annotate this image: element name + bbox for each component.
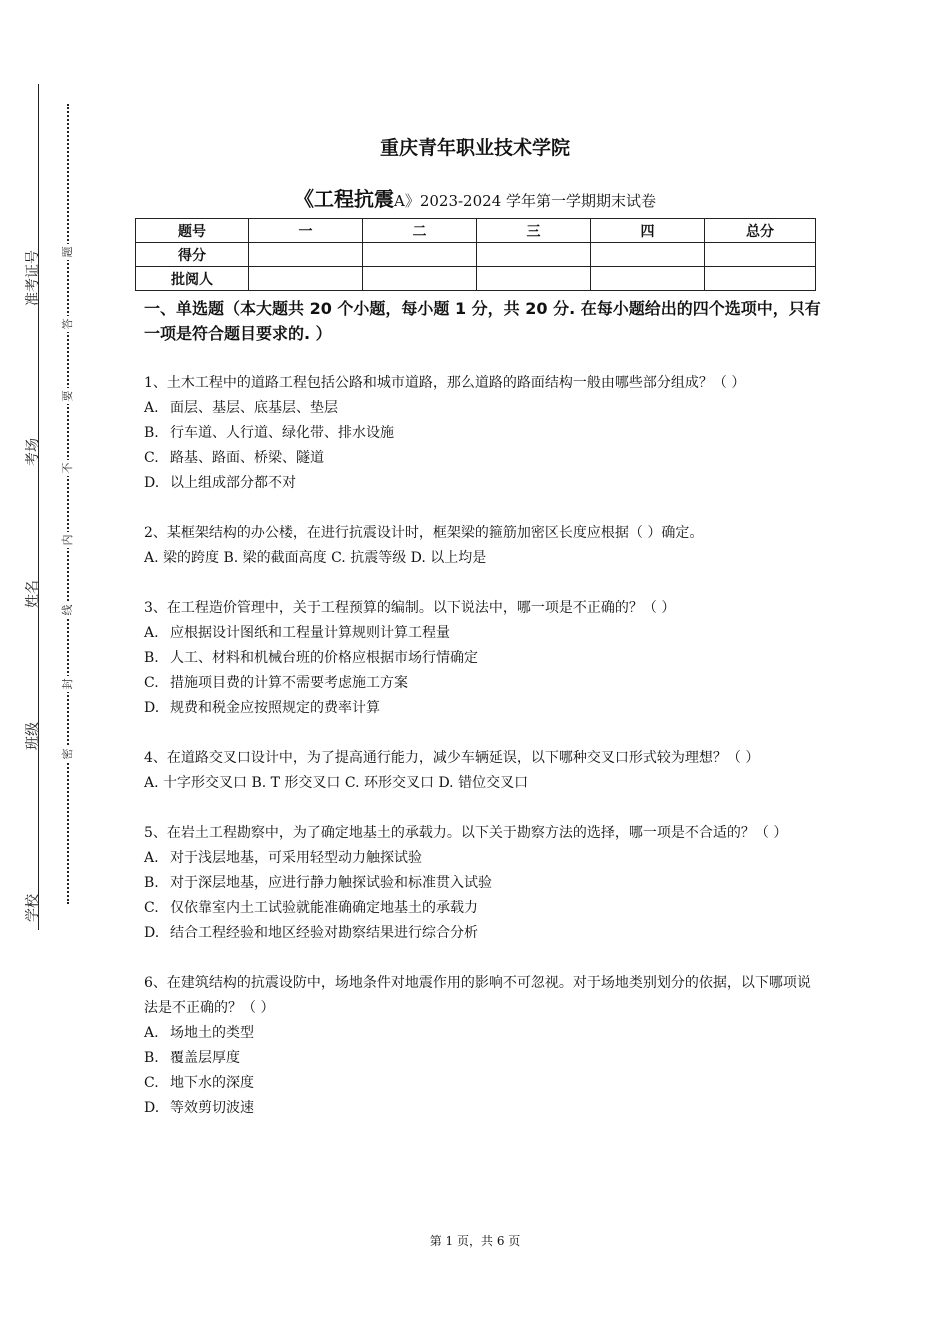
question-2	[144, 521, 824, 571]
question-3	[144, 596, 824, 721]
score-cell	[477, 243, 591, 267]
score-header-cell: 题号	[136, 219, 249, 243]
score-cell	[249, 267, 363, 291]
section-title: 一、单选题（本大题共 20 个小题，每小题 1 分，共 20 分. 在每小题给出的四个选项中，只有一项是符合题目要求的. ）	[144, 299, 821, 343]
question-stem: 6、在建筑结构的抗震设防中，场地条件对地震作用的影响不可忽视。对于场地类别划分的依据，以下哪项说法是不正确的？（ ）	[144, 975, 811, 1016]
seal-word: 要	[60, 388, 76, 404]
option-b: B. 行车道、人行道、绿化带、排水设施	[144, 425, 394, 441]
score-header-cell: 四	[591, 219, 705, 243]
exam-content	[144, 296, 824, 1121]
score-table	[135, 218, 816, 291]
course-name: 《工程抗震	[293, 187, 394, 211]
score-header-cell: 二	[363, 219, 477, 243]
option-a: A. 面层、基层、底基层、垫层	[144, 400, 338, 416]
question-stem: 1、土木工程中的道路工程包括公路和城市道路，那么道路的路面结构一般由哪些部分组成？（ ）	[144, 375, 746, 391]
score-row-label: 得分	[136, 243, 249, 267]
seal-word: 答	[60, 316, 76, 332]
seal-word: 线	[60, 602, 76, 618]
exam-title	[0, 183, 950, 212]
question-4	[144, 746, 824, 796]
score-table-row	[136, 267, 816, 291]
option-d: D. 规费和税金应按照规定的费率计算	[144, 700, 380, 716]
question-6	[144, 971, 824, 1121]
seal-word: 密	[60, 746, 76, 762]
score-cell	[249, 243, 363, 267]
question-stem: 5、在岩土工程勘察中，为了确定地基土的承载力。以下关于勘察方法的选择，哪一项是不合适的？（ ）	[144, 825, 788, 841]
option-b: B. 对于深层地基，应进行静力触探试验和标准贯入试验	[144, 875, 492, 891]
score-row-label: 批阅人	[136, 267, 249, 291]
question-stem: 4、在道路交叉口设计中，为了提高通行能力，减少车辆延误，以下哪种交叉口形式较为理想？（ ）	[144, 750, 760, 766]
score-cell	[705, 267, 816, 291]
exam-title-rest: A》2023-2024 学年第一学期期末试卷	[393, 192, 657, 210]
page-footer: 第 1 页，共 6 页	[429, 1234, 521, 1248]
option-b: B. 人工、材料和机械台班的价格应根据市场行情确定	[144, 650, 478, 666]
option-a: A. 场地土的类型	[144, 1025, 254, 1041]
score-cell	[591, 267, 705, 291]
score-cell	[705, 243, 816, 267]
inline-options: A. 十字形交叉口 B. T 形交叉口 C. 环形交叉口 D. 错位交叉口	[144, 775, 529, 791]
option-d: D. 结合工程经验和地区经验对勘察结果进行综合分析	[144, 925, 478, 941]
seal-word: 内	[60, 532, 76, 548]
seal-word: 题	[60, 244, 76, 260]
question-1	[144, 371, 824, 496]
option-c: C. 措施项目费的计算不需要考虑施工方案	[144, 675, 408, 691]
question-5	[144, 821, 824, 946]
option-c: C. 仅依靠室内土工试验就能准确确定地基土的承载力	[144, 900, 478, 916]
option-a: A. 对于浅层地基，可采用轻型动力触探试验	[144, 850, 422, 866]
score-cell	[591, 243, 705, 267]
score-header-cell: 总分	[705, 219, 816, 243]
school-name: 重庆青年职业技术学院	[379, 137, 570, 159]
option-c: C. 地下水的深度	[144, 1075, 254, 1091]
question-stem: 2、某框架结构的办公楼，在进行抗震设计时，框架梁的箍筋加密区长度应根据（ ）确定。	[144, 525, 704, 541]
score-table-header-row	[136, 219, 816, 243]
binding-dotted-line	[67, 104, 69, 904]
score-header-cell: 一	[249, 219, 363, 243]
score-cell	[363, 267, 477, 291]
seal-word: 封	[60, 676, 76, 692]
seal-word: 不	[60, 460, 76, 476]
score-cell	[363, 243, 477, 267]
score-header-cell: 三	[477, 219, 591, 243]
option-a: A. 应根据设计图纸和工程量计算规则计算工程量	[144, 625, 450, 641]
option-d: D. 以上组成部分都不对	[144, 475, 296, 491]
option-c: C. 路基、路面、桥梁、隧道	[144, 450, 324, 466]
inline-options: A. 梁的跨度 B. 梁的截面高度 C. 抗震等级 D. 以上均是	[144, 550, 487, 566]
binding-field-name: 姓名	[25, 580, 41, 608]
score-table-row	[136, 243, 816, 267]
binding-field-exam-room: 考场	[25, 438, 41, 466]
question-stem: 3、在工程造价管理中，关于工程预算的编制。以下说法中，哪一项是不正确的？（ ）	[144, 600, 676, 616]
binding-field-class: 班级	[25, 722, 41, 750]
binding-field-exam-number: 准考证号	[25, 250, 41, 306]
option-b: B. 覆盖层厚度	[144, 1050, 240, 1066]
option-d: D. 等效剪切波速	[144, 1100, 254, 1116]
binding-field-school: 学校	[25, 894, 41, 922]
score-cell	[477, 267, 591, 291]
